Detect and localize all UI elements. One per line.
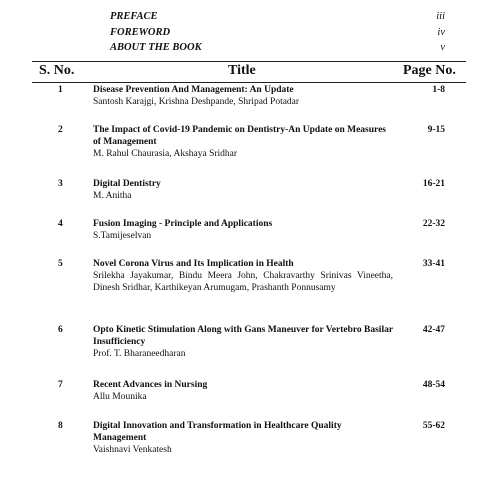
entry-number: 3 <box>58 179 63 189</box>
entry-authors: Allu Mounika <box>93 392 147 403</box>
header-top-rule <box>32 61 466 62</box>
header-title: Title <box>228 63 256 78</box>
entry-title: Disease Prevention And Management: An Update <box>93 85 294 95</box>
entry-title: Digital Innovation and Transformation in Healthcare Quality Management <box>93 421 342 444</box>
entry-number: 7 <box>58 380 63 390</box>
front-matter-about-the-book[interactable] <box>110 40 445 56</box>
front-matter-foreword[interactable] <box>110 25 445 41</box>
entry-title: Opto Kinetic Stimulation Along with Gans Maneuver for Vertebro Basilar Insufficiency <box>93 325 393 348</box>
header-bottom-rule <box>32 82 466 83</box>
entry-authors: Prof. T. Bharaneedharan <box>93 349 186 360</box>
entry-pages: 42-47 <box>422 325 445 335</box>
entry-pages: 1-8 <box>432 85 445 95</box>
entry-pages: 16-21 <box>422 179 445 189</box>
entry-pages: 9-15 <box>427 125 445 135</box>
header-page-no: Page No. <box>403 63 456 78</box>
front-matter-preface[interactable] <box>110 9 445 25</box>
entry-authors: Srilekha Jayakumar, Bindu Meera John, Chakravarthy Srinivas Vineetha, Dinesh Sridhar, Karthikeyan Arumugam, Prashanth Ponnusamy <box>93 271 393 294</box>
entry-pages: 22-32 <box>422 219 445 229</box>
front-matter-label: PREFACE <box>110 11 158 22</box>
entry-number: 2 <box>58 125 63 135</box>
entry-pages: 55-62 <box>422 421 445 431</box>
front-matter-label: FOREWORD <box>110 26 171 38</box>
front-matter-page: v <box>440 42 445 53</box>
entry-number: 8 <box>58 421 63 431</box>
entry-pages: 48-54 <box>422 380 445 390</box>
entry-number: 5 <box>58 259 63 269</box>
entry-title: The Impact of Covid-19 Pandemic on Dentistry-An Update on Measures of Management <box>93 125 386 148</box>
entry-pages: 33-41 <box>422 259 445 269</box>
entry-title: Recent Advances in Nursing <box>93 380 208 390</box>
header-sno: S. No. <box>39 63 75 78</box>
entry-title: Novel Corona Virus and Its Implication in Health <box>93 259 294 269</box>
entry-title: Digital Dentistry <box>93 179 161 189</box>
front-matter-page: iv <box>437 26 445 38</box>
entry-authors: S.Tamijeselvan <box>93 231 152 242</box>
front-matter-page: iii <box>436 11 445 22</box>
front-matter-list <box>110 9 445 56</box>
entry-authors: Santosh Karajgi, Krishna Deshpande, Shripad Potadar <box>93 97 300 108</box>
entry-authors: M. Anitha <box>93 191 132 202</box>
entry-number: 1 <box>58 85 63 95</box>
entry-authors: M. Rahul Chaurasia, Akshaya Sridhar <box>93 149 238 160</box>
entry-authors: Vaishnavi Venkatesh <box>93 445 172 456</box>
table-header <box>0 63 483 83</box>
entry-number: 4 <box>58 219 63 229</box>
entry-number: 6 <box>58 325 63 335</box>
entry-title: Fusion Imaging - Principle and Applications <box>93 219 273 229</box>
front-matter-label: ABOUT THE BOOK <box>110 42 202 53</box>
